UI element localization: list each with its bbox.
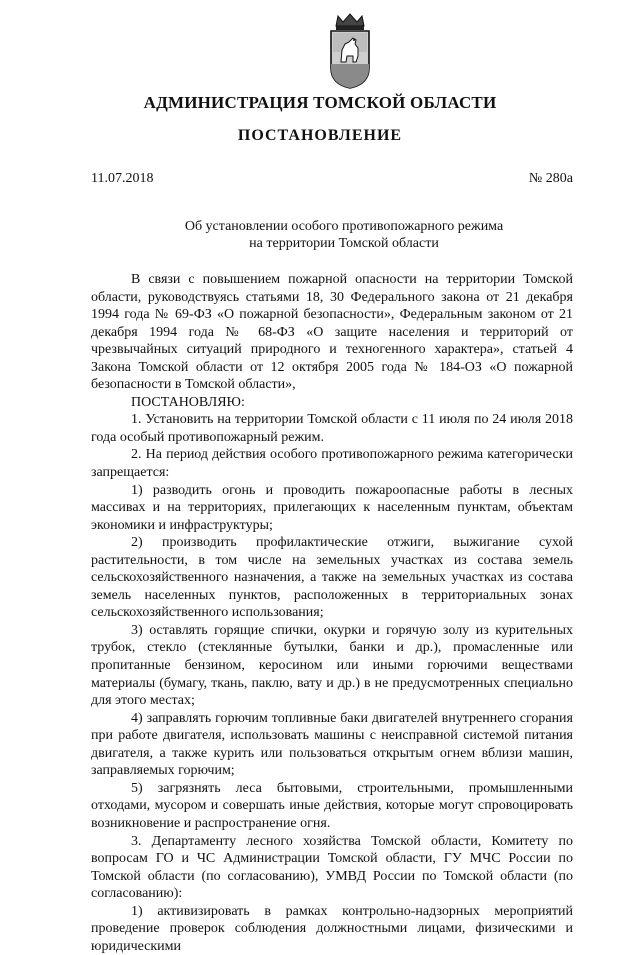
paragraph-preamble: В связи с повышением пожарной опасности на территории Томской области, руководствуясь статьями 18, 30 Федерального закона от 21 декабря 1994 года № 69-ФЗ «О пожарной безопасности», Федеральным законом от 21 декабря 1994 года № 68-ФЗ «О защите населения и территорий от чрезвычайных ситуаций природного и техногенного характера», статьей 4 Закона Томской области от 12 октября 2005 года № 184-ОЗ «О пожарной безопасности в Томской области», (91, 272, 573, 393)
document-body (91, 271, 573, 955)
paragraph-subitem-2: 2) производить профилактические отжиги, выжигание сухой растительности, в том числе на земельных участках из состава земель сельскохозяйственного назначения, а также на земельных участках из состава земель населенных пунктов, расположенных в территориальных зонах сельскохозяйственного использования; (91, 535, 573, 621)
document-subject (0, 218, 640, 252)
document-date: 11.07.2018 (91, 171, 154, 186)
paragraph-subitem-3: 3) оставлять горящие спички, окурки и горячую золу из курительных трубок, стекло (стеклянные бутылки, банки и др.), промасленные или пропитанные бензином, керосином или иными горючими веществами материалы (бумагу, ткань, паклю, вату и др.) в не предусмотренных специально для этого местах; (91, 622, 573, 709)
organization-title: АДМИНИСТРАЦИЯ ТОМСКОЙ ОБЛАСТИ (143, 93, 497, 112)
paragraph-item-2: 2. На период действия особого противопожарного режима категорически запрещается: (91, 447, 573, 481)
document-number: № 280а (528, 171, 573, 186)
subject-line-1: Об установлении особого противопожарного режима (184, 219, 504, 234)
paragraph-subitem-1: 1) разводить огонь и проводить пожароопасные работы в лесных массивах и на территориях, прилегающих к населенным пунктам, объектам экономики и инфраструктуры; (91, 482, 573, 533)
document-type-title: ПОСТАНОВЛЕНИЕ (237, 127, 403, 144)
subject-line-2: на территории Томской области (249, 236, 439, 251)
paragraph-item-1: 1. Установить на территории Томской области с 11 июля по 24 июля 2018 года особый противопожарный режим. (91, 412, 573, 445)
paragraph-resolve: ПОСТАНОВЛЯЮ: (131, 394, 245, 410)
paragraph-subitem-5: 5) загрязнять леса бытовыми, строительными, промышленными отходами, мусором и совершать иные действия, которые могут спровоцировать возникновение и распространение огня. (91, 780, 573, 831)
paragraph-subitem-4: 4) заправлять горючим топливные баки двигателей внутреннего сгорания при работе двигателя, использовать машины с неисправной системой питания двигателя, а также курить или пользоваться открытым огнем вблизи машин, заправляемых горючим; (91, 710, 573, 779)
paragraph-item-3-subitem-1: 1) активизировать в рамках контрольно-надзорных мероприятий проведение проверок соблюдения должностными лицами, физическими и юридическими (91, 903, 573, 954)
coat-of-arms-icon (325, 12, 375, 90)
paragraph-item-3: 3. Департаменту лесного хозяйства Томской области, Комитету по вопросам ГО и ЧС Администрации Томской области, ГУ МЧС России по Томской области (по согласованию), УМВД России по Томской области (по согласованию): (91, 833, 573, 902)
